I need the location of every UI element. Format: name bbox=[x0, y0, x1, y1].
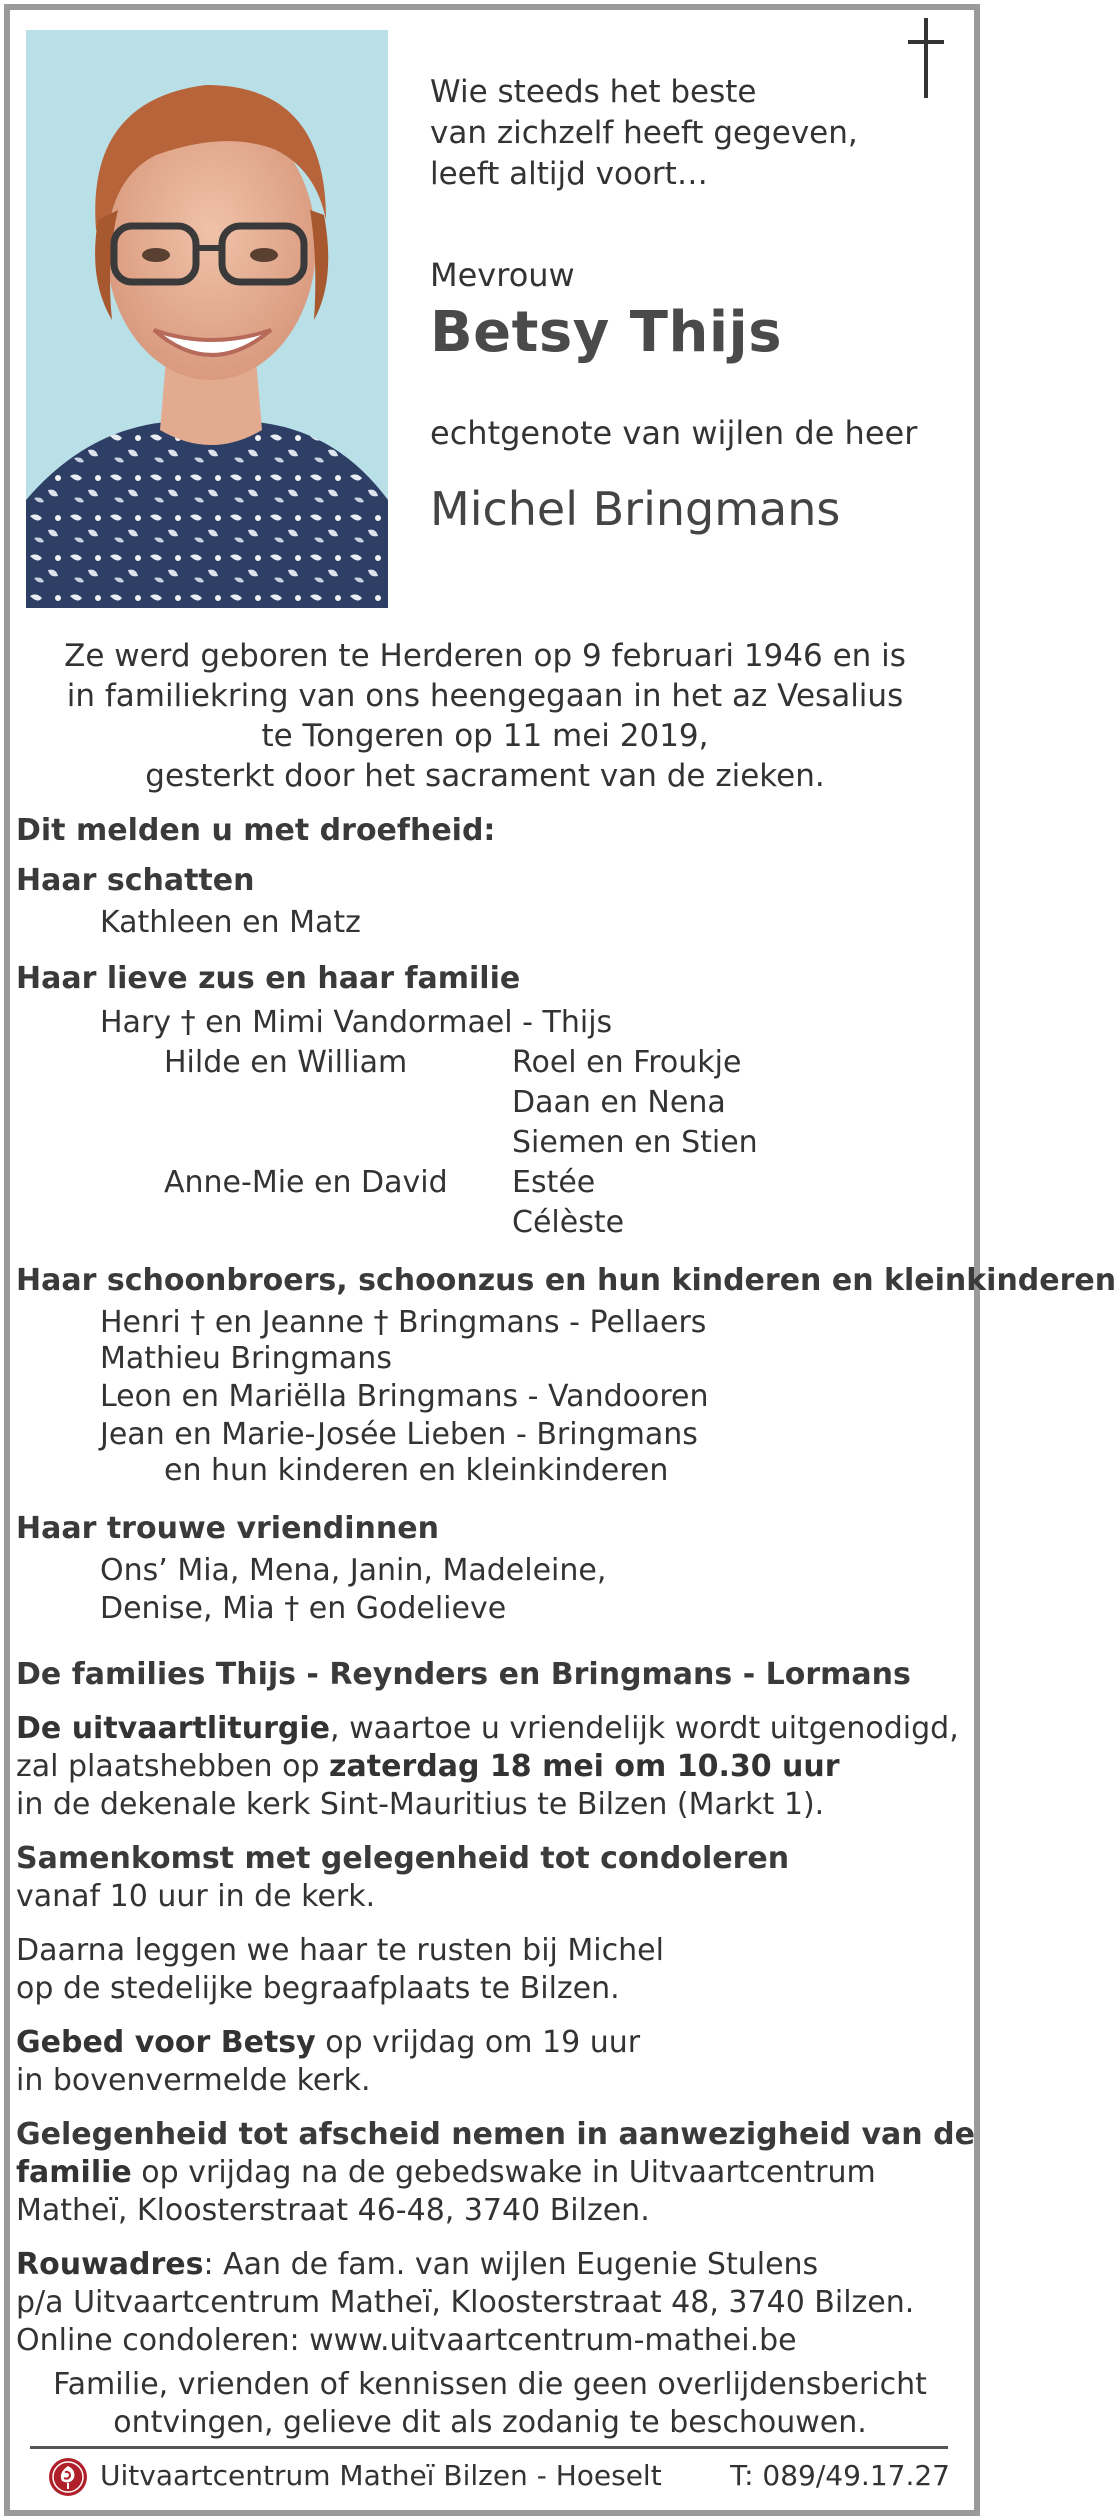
address-bold: Rouwadres bbox=[16, 2247, 204, 2282]
intro-line: gesterkt door het sacrament van de zieken. bbox=[145, 758, 825, 794]
address-line-2: p/a Uitvaartcentrum Matheï, Kloosterstraat 48, 3740 Bilzen. bbox=[16, 2285, 915, 2320]
grandchild-line: Célèste bbox=[512, 1205, 625, 1240]
portrait-photo bbox=[26, 30, 388, 608]
gathering-line: vanaf 10 uur in de kerk. bbox=[16, 1879, 376, 1914]
friends-line: Ons’ Mia, Mena, Janin, Madeleine, bbox=[100, 1553, 607, 1588]
burial-line: Daarna leggen we haar te rusten bij Michel bbox=[16, 1933, 664, 1968]
inlaws-line: Leon en Mariëlla Bringmans - Vandooren bbox=[100, 1379, 709, 1414]
address-rest: : Aan de fam. van wijlen Eugenie Stulens bbox=[203, 2247, 819, 2282]
spouse-label: echtgenote van wijlen de heer bbox=[430, 414, 918, 452]
farewell-bold: familie bbox=[16, 2155, 132, 2190]
farewell-line-1: Gelegenheid tot afscheid nemen in aanwezigheid van de bbox=[16, 2117, 975, 2152]
poem-line: Wie steeds het beste bbox=[430, 74, 757, 110]
sister-heading: Haar lieve zus en haar familie bbox=[16, 961, 521, 996]
liturgy-date: zaterdag 18 mei om 10.30 uur bbox=[329, 1749, 840, 1784]
inlaws-heading: Haar schoonbroers, schoonzus en hun kinderen en kleinkinderen bbox=[16, 1263, 1116, 1298]
notice-line: ontvingen, gelieve dit als zodanig te beschouwen. bbox=[113, 2405, 867, 2440]
grandchild-line: Siemen en Stien bbox=[512, 1125, 758, 1160]
poem-line: leeft altijd voort… bbox=[430, 156, 708, 192]
rose-logo-icon bbox=[48, 2457, 88, 2497]
liturgy-line-1 bbox=[16, 1710, 959, 1748]
inlaws-line: Jean en Marie-Josée Lieben - Bringmans bbox=[100, 1417, 698, 1452]
grandchild-line: Daan en Nena bbox=[512, 1085, 726, 1120]
footer-company: Uitvaartcentrum Matheï Bilzen - Hoeselt bbox=[100, 2459, 662, 2492]
children-names: Kathleen en Matz bbox=[100, 905, 361, 940]
friends-line: Denise, Mia † en Godelieve bbox=[100, 1591, 507, 1626]
grandchild-line: Roel en Froukje bbox=[512, 1045, 742, 1080]
poem-line: van zichzelf heeft gegeven, bbox=[430, 115, 858, 151]
intro-line: Ze werd geboren te Herderen op 9 februari 1946 en is bbox=[64, 638, 906, 674]
sister-couple: Hary † en Mimi Vandormael - Thijs bbox=[100, 1005, 613, 1040]
poem bbox=[430, 72, 858, 195]
intro-line: in familiekring van ons heengegaan in het az Vesalius bbox=[66, 678, 904, 714]
footer-phone: T: 089/49.17.27 bbox=[730, 2459, 950, 2492]
title-label: Mevrouw bbox=[430, 256, 575, 294]
spouse-name: Michel Bringmans bbox=[430, 482, 841, 536]
inlaws-line: Mathieu Bringmans bbox=[100, 1341, 392, 1376]
sister-child-1: Hilde en William bbox=[164, 1045, 408, 1080]
farewell-line-2 bbox=[16, 2154, 876, 2192]
liturgy-pre: zal plaatshebben op bbox=[16, 1749, 330, 1784]
notice-line: Familie, vrienden of kennissen die geen overlijdensbericht bbox=[53, 2367, 927, 2402]
farewell-rest: op vrijdag na de gebedswake in Uitvaartcentrum bbox=[131, 2155, 876, 2190]
inlaws-tail: en hun kinderen en kleinkinderen bbox=[164, 1453, 669, 1488]
prayer-bold: Gebed voor Betsy bbox=[16, 2025, 316, 2060]
liturgy-line-3: in de dekenale kerk Sint-Mauritius te Bilzen (Markt 1). bbox=[16, 1787, 825, 1822]
cross-icon bbox=[906, 18, 946, 98]
prayer-rest: op vrijdag om 19 uur bbox=[315, 2025, 641, 2060]
address-line-1 bbox=[16, 2246, 818, 2284]
grandchild-line: Estée bbox=[512, 1165, 596, 1200]
intro-text bbox=[30, 636, 940, 796]
burial-line: op de stedelijke begraafplaats te Bilzen. bbox=[16, 1971, 620, 2006]
inlaws-line: Henri † en Jeanne † Bringmans - Pellaers bbox=[100, 1305, 707, 1340]
children-heading: Haar schatten bbox=[16, 863, 255, 898]
families-line: De families Thijs - Reynders en Bringmans - Lormans bbox=[16, 1657, 911, 1692]
liturgy-rest: , waartoe u vriendelijk wordt uitgenodigd, bbox=[330, 1711, 959, 1746]
condolence-link[interactable]: Online condoleren: www.uitvaartcentrum-mathei.be bbox=[16, 2323, 797, 2358]
sister-child-2: Anne-Mie en David bbox=[164, 1165, 448, 1200]
friends-heading: Haar trouwe vriendinnen bbox=[16, 1511, 439, 1546]
footer-divider bbox=[30, 2446, 948, 2449]
gathering-heading: Samenkomst met gelegenheid tot condoleren bbox=[16, 1841, 790, 1876]
farewell-line-3: Matheï, Kloosterstraat 46-48, 3740 Bilzen. bbox=[16, 2193, 650, 2228]
intro-line: te Tongeren op 11 mei 2019, bbox=[261, 718, 709, 754]
deceased-name: Betsy Thijs bbox=[430, 300, 783, 365]
announce-heading: Dit melden u met droefheid: bbox=[16, 813, 496, 848]
liturgy-bold: De uitvaartliturgie bbox=[16, 1711, 331, 1746]
liturgy-line-2 bbox=[16, 1748, 840, 1786]
prayer-line-2: in bovenvermelde kerk. bbox=[16, 2063, 371, 2098]
prayer-line-1 bbox=[16, 2024, 640, 2062]
